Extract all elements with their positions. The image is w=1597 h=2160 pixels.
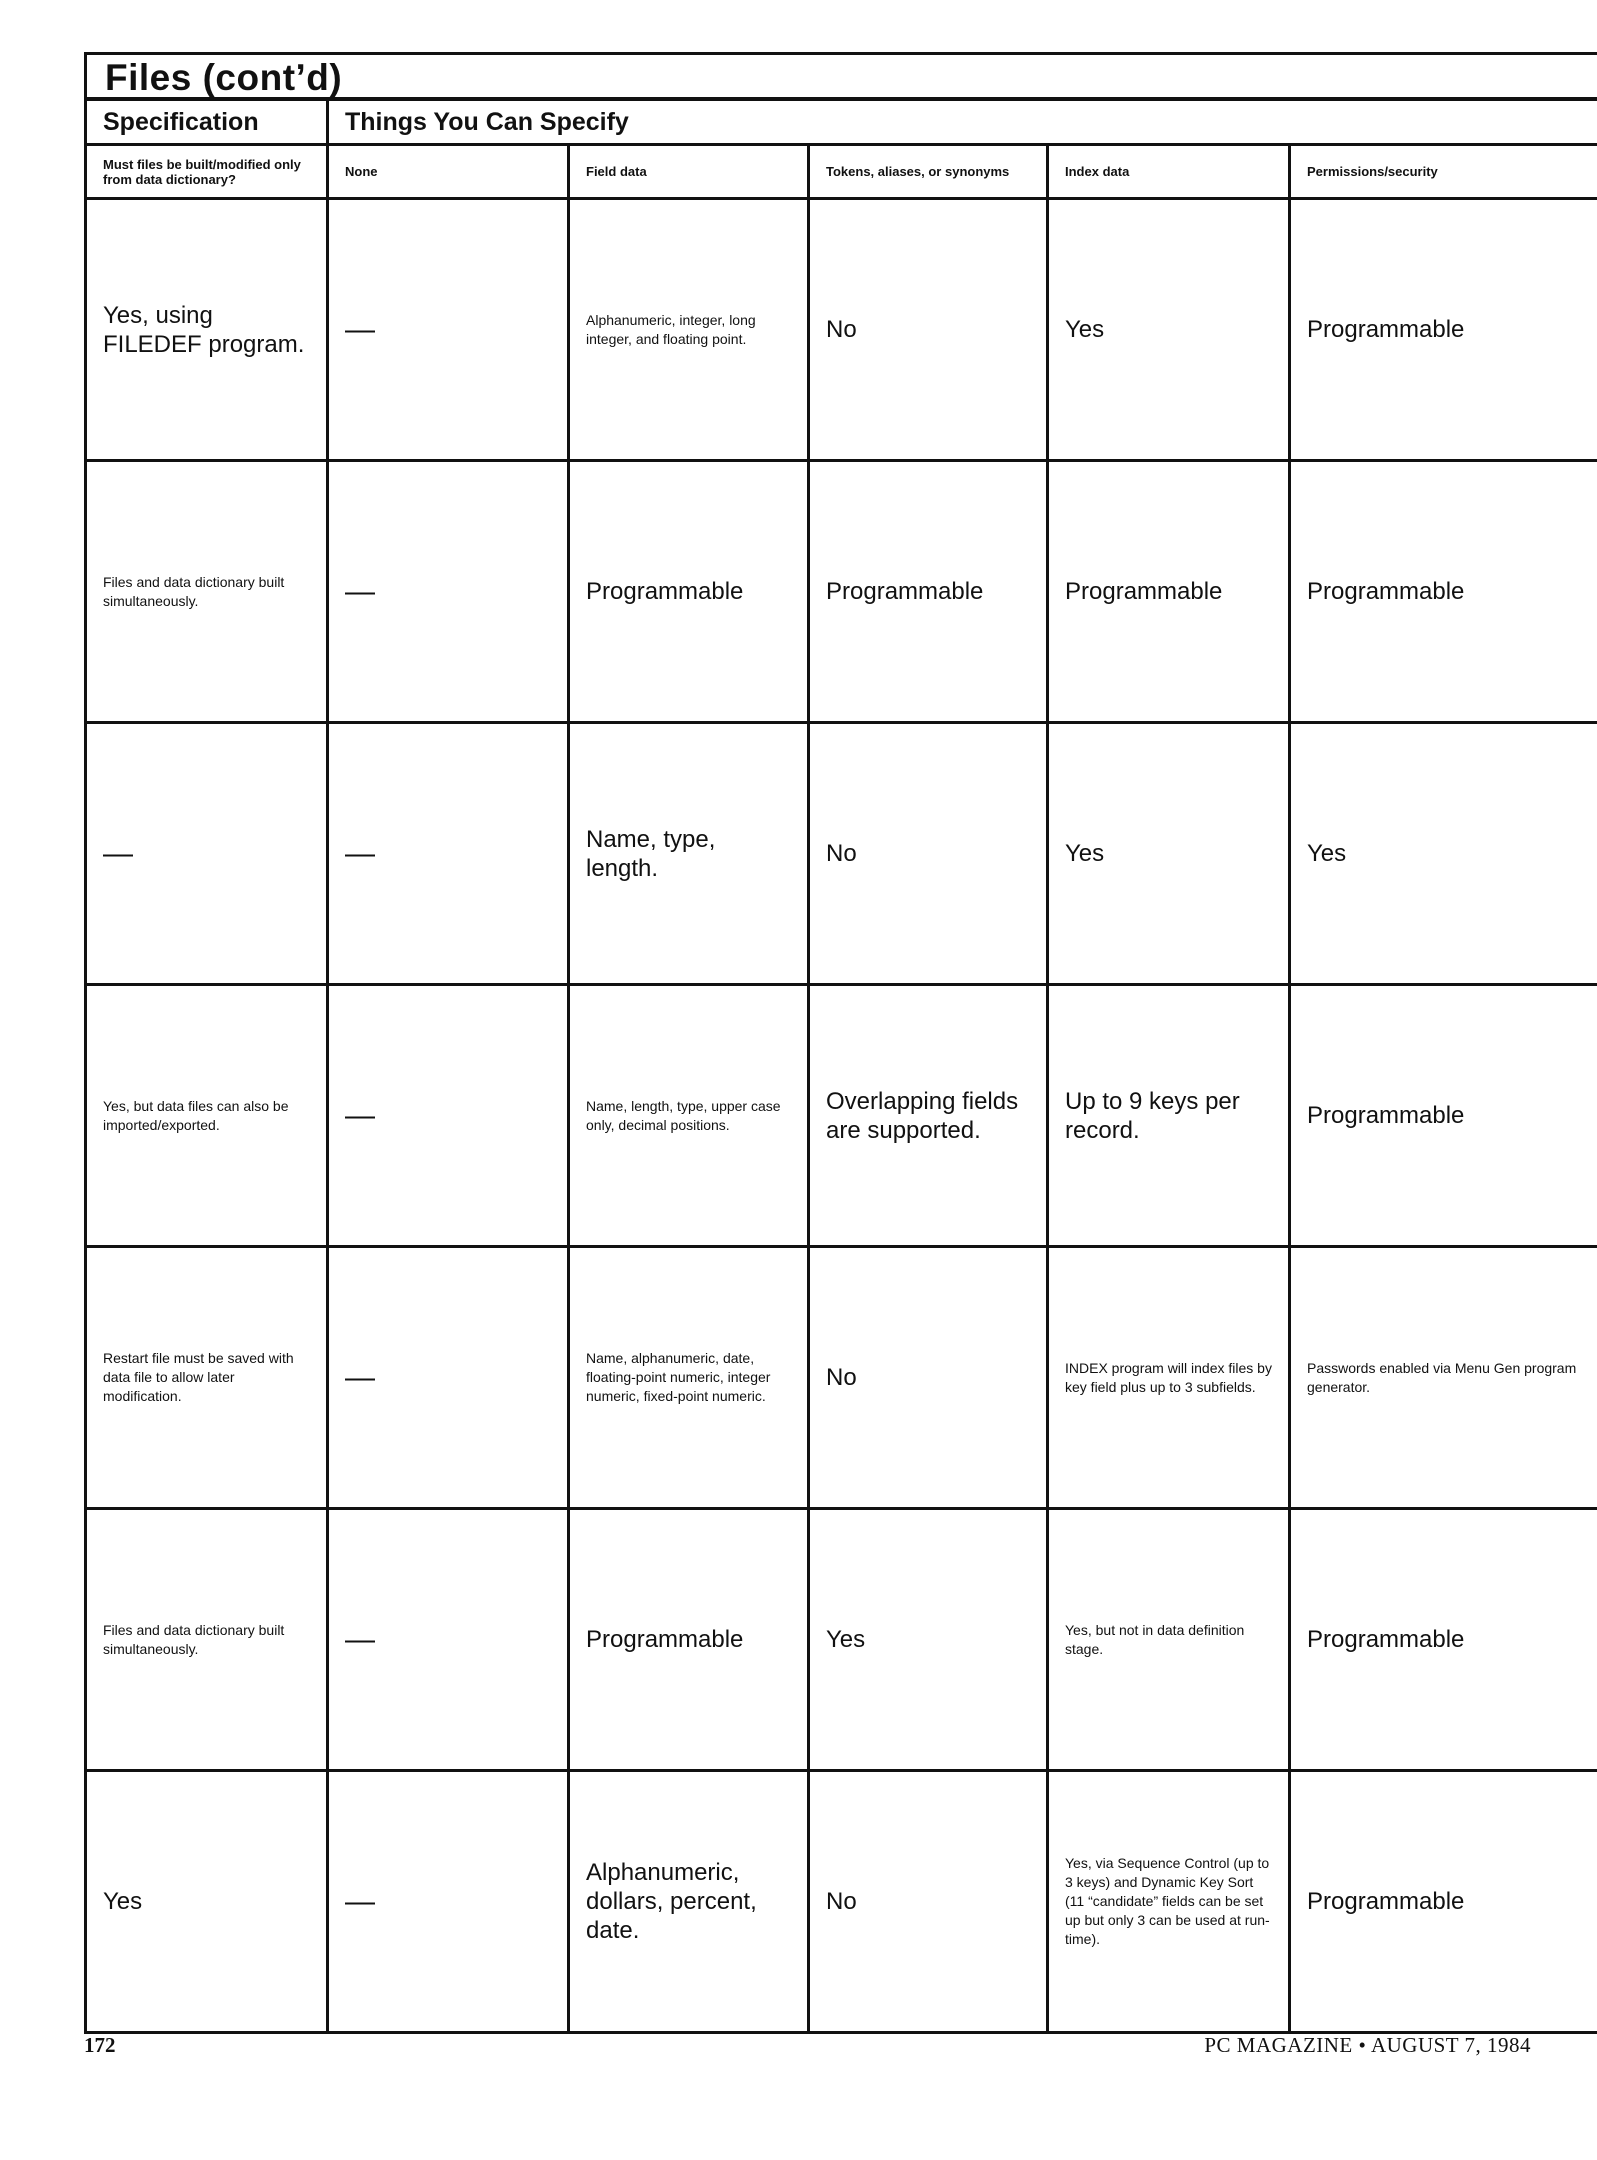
table-cell: — <box>328 1509 569 1771</box>
table-cell: Passwords enabled via Menu Gen program generator. <box>1290 1247 1597 1509</box>
table-cell: Restart file must be saved with data file to allow later modification. <box>86 1247 328 1509</box>
column-header: Index data <box>1048 145 1290 199</box>
table-row <box>86 461 1597 723</box>
table-cell: Yes <box>86 1771 328 2033</box>
table-cell: Alphanumeric, dollars, percent, date. <box>569 1771 809 2033</box>
table-cell: Programmable <box>1290 1771 1597 2033</box>
things-header: Things You Can Specify <box>328 100 1597 145</box>
table-row <box>86 723 1597 985</box>
table-row <box>86 1509 1597 1771</box>
table-cell: Programmable <box>1290 985 1597 1247</box>
table-cell: Programmable <box>1048 461 1290 723</box>
table-cell: No <box>809 1771 1048 2033</box>
column-header: Must files be built/modified only from data dictionary? <box>86 145 328 199</box>
table-cell: Yes <box>1290 723 1597 985</box>
table-cell: Files and data dictionary built simultaneously. <box>86 461 328 723</box>
table-cell: — <box>328 1247 569 1509</box>
table-cell: — <box>328 723 569 985</box>
table-cell: Name, alphanumeric, date, floating-point numeric, integer numeric, fixed-point numeric. <box>569 1247 809 1509</box>
table-cell: INDEX program will index files by key field plus up to 3 subfields. <box>1048 1247 1290 1509</box>
table-cell: — <box>86 723 328 985</box>
table-row <box>86 1771 1597 2033</box>
column-header-row <box>86 145 1597 199</box>
table-cell: Alphanumeric, integer, long integer, and floating point. <box>569 199 809 461</box>
table-cell: Yes <box>1048 199 1290 461</box>
comparison-table <box>84 98 1597 2034</box>
table-cell: — <box>328 461 569 723</box>
publication-line: PC MAGAZINE • AUGUST 7, 1984 <box>1204 2033 1531 2057</box>
column-header: Permissions/security <box>1290 145 1597 199</box>
table-cell: Programmable <box>569 1509 809 1771</box>
table-cell: No <box>809 199 1048 461</box>
specification-header: Specification <box>86 100 328 145</box>
table-cell: Name, type, length. <box>569 723 809 985</box>
column-header: Field data <box>569 145 809 199</box>
table-cell: Files and data dictionary built simultaneously. <box>86 1509 328 1771</box>
table-cell: No <box>809 1247 1048 1509</box>
table-cell: Yes <box>809 1509 1048 1771</box>
table-row <box>86 199 1597 461</box>
table-cell: Up to 9 keys per record. <box>1048 985 1290 1247</box>
column-header: Tokens, aliases, or synonyms <box>809 145 1048 199</box>
table-row <box>86 985 1597 1247</box>
title-box <box>84 52 1597 100</box>
table-cell: — <box>328 199 569 461</box>
column-header: None <box>328 145 569 199</box>
table-cell: Programmable <box>809 461 1048 723</box>
table-cell: Yes, but not in data definition stage. <box>1048 1509 1290 1771</box>
table-cell: Programmable <box>1290 461 1597 723</box>
table-cell: No <box>809 723 1048 985</box>
table-cell: Yes, via Sequence Control (up to 3 keys) and Dynamic Key Sort (11 “candidate” fields can be set up but only 3 can be used at run-time). <box>1048 1771 1290 2033</box>
table-cell: — <box>328 1771 569 2033</box>
table-cell: Yes <box>1048 723 1290 985</box>
table-cell: — <box>328 985 569 1247</box>
table-cell: Overlapping fields are supported. <box>809 985 1048 1247</box>
table-cell: Name, length, type, upper case only, decimal positions. <box>569 985 809 1247</box>
page-title: Files (cont’d) <box>105 57 343 98</box>
table-cell: Programmable <box>1290 199 1597 461</box>
table-cell: Programmable <box>569 461 809 723</box>
header-row <box>86 100 1597 145</box>
table-cell: Programmable <box>1290 1509 1597 1771</box>
table-cell: Yes, using FILEDEF program. <box>86 199 328 461</box>
table-cell: Yes, but data files can also be imported/exported. <box>86 985 328 1247</box>
table-row <box>86 1247 1597 1509</box>
page-number: 172 <box>84 2033 116 2057</box>
